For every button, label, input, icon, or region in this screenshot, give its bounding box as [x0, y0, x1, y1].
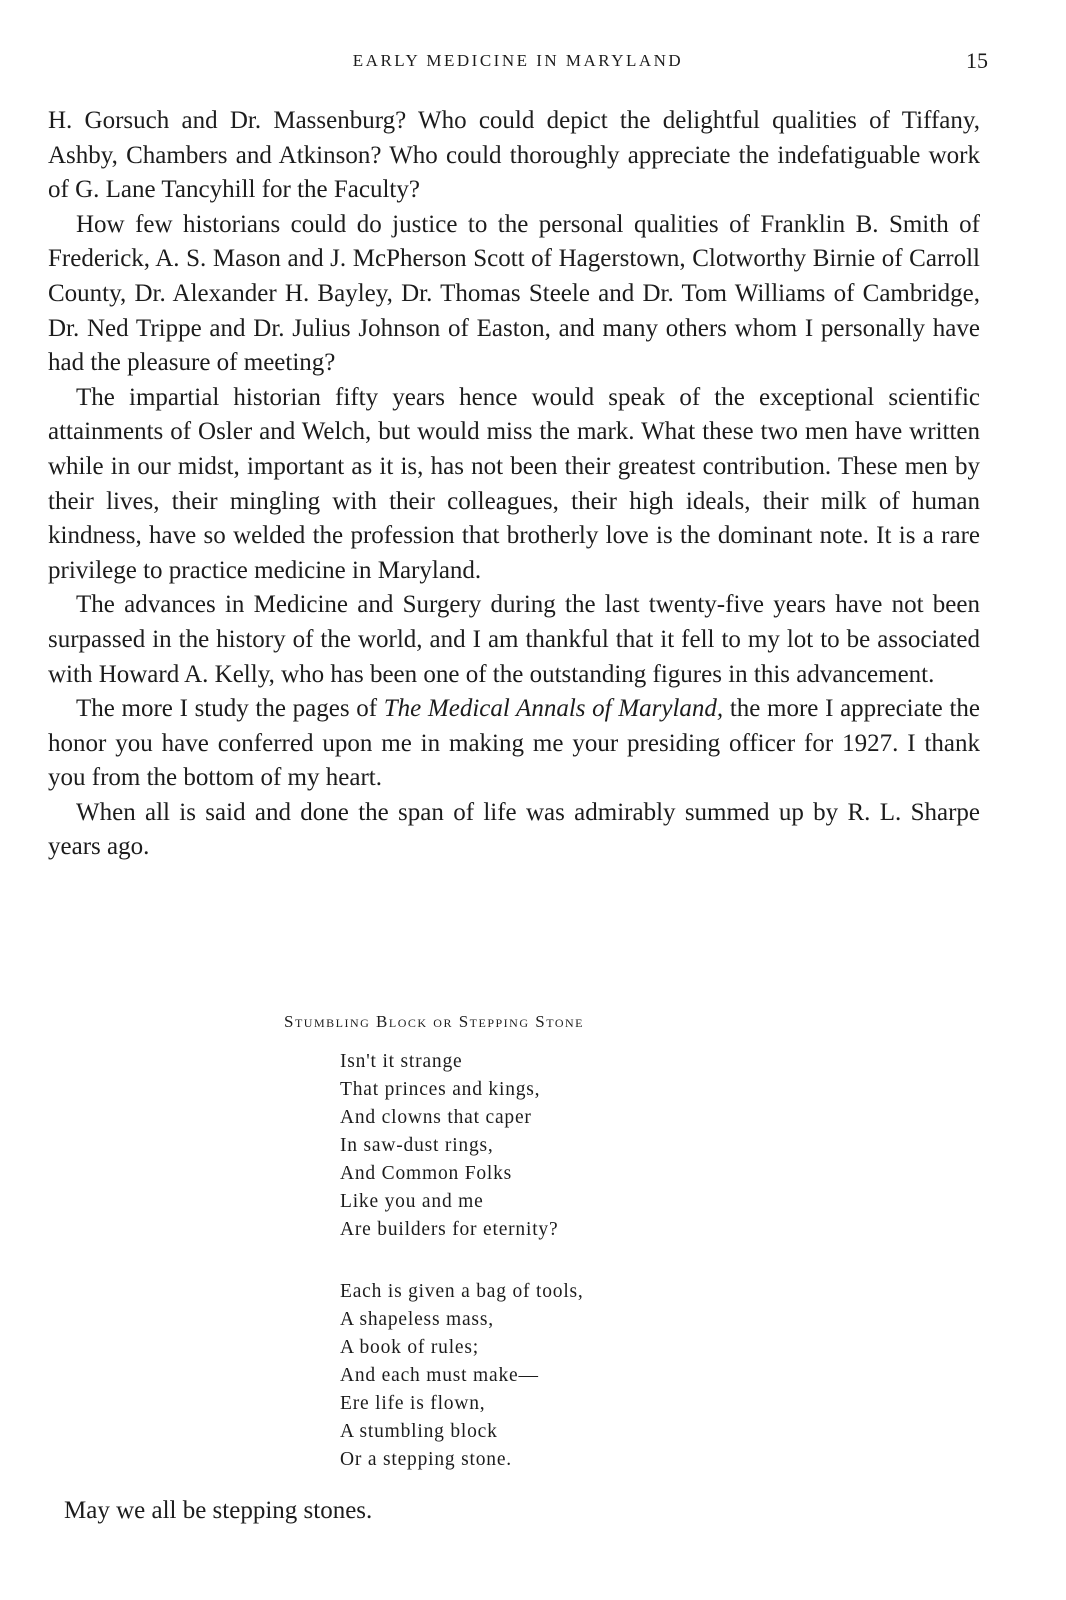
poem-line: Like you and me — [340, 1191, 484, 1212]
poem-stanza-1 — [340, 1048, 558, 1244]
poem-line: Or a stepping stone. — [340, 1449, 512, 1470]
running-title: EARLY MEDICINE IN MARYLAND — [352, 51, 684, 70]
running-header — [48, 48, 988, 74]
annals-text-after: the more I appreciate the honor you have conferred upon me in making me your presiding officer for 1927. I thank you from the bottom of my heart. — [48, 695, 980, 792]
paragraph-medical-annals — [48, 692, 980, 796]
poem-line: A book of rules; — [340, 1337, 479, 1358]
poem-line: That princes and kings, — [340, 1079, 541, 1100]
poem-line: Isn't it strange — [340, 1051, 463, 1072]
poem-line: A shapeless mass, — [340, 1309, 494, 1330]
paragraph-advances: The advances in Medicine and Surgery during the last twenty-five years have not been surpassed in the history of the world, and I am thankful that it fell to my lot to be associated with Howard A. Kelly, who has been one of the outstanding figures in this advancement. — [48, 591, 980, 688]
annals-book-title: The Medical Annals of Maryland, — [383, 695, 724, 723]
paragraph-osler-welch: The impartial historian fifty years hence would speak of the exceptional scientific attainments of Osler and Welch, but would miss the mark. What these two men have written while in our midst, important as it is, has not been their greatest contribution. These men by their lives, their mingling with their colleagues, their high ideals, their milk of human kindness, have so welded the profession that brotherly love is the dominant note. It is a rare privilege to practice medicine in Maryland. — [48, 383, 980, 584]
poem-line: And clowns that caper — [340, 1107, 532, 1128]
body-text — [48, 104, 980, 865]
poem-line: Ere life is flown, — [340, 1393, 486, 1414]
annals-text-before: The more I study the pages of — [76, 695, 384, 723]
paragraph-continued: H. Gorsuch and Dr. Massenburg? Who could depict the delightful qualities of Tiffany, Ashby, Chambers and Atkinson? Who could thoroughly appreciate the indefatiguable work of G. Lane Tancyhill for the Faculty? — [48, 107, 980, 204]
poem-title: Stumbling Block or Stepping Stone — [284, 1012, 584, 1031]
poem-line: In saw-dust rings, — [340, 1135, 494, 1156]
poem-line: Are builders for eternity? — [340, 1219, 559, 1240]
paragraph-historians: How few historians could do justice to the personal qualities of Franklin B. Smith of Frederick, A. S. Mason and J. McPherson Scott of Hagerstown, Clotworthy Birnie of Carroll County, Dr. Alexander H. Bayley, Dr. Thomas Steele and Dr. Tom Williams of Cambridge, Dr. Ned Trippe and Dr. Julius Johnson of Easton, and many others whom I personally have had the pleasure of meeting? — [48, 210, 980, 377]
closing-line: May we all be stepping stones. — [64, 1497, 373, 1524]
poem-stanza-2 — [340, 1278, 584, 1474]
poem-line: And Common Folks — [340, 1163, 513, 1184]
poem-line: A stumbling block — [340, 1421, 498, 1442]
poem-line: Each is given a bag of tools, — [340, 1281, 584, 1302]
paragraph-sharpe: When all is said and done the span of life was admirably summed up by R. L. Sharpe years ago. — [48, 798, 980, 861]
poem-line: And each must make— — [340, 1365, 539, 1386]
page-number: 15 — [966, 48, 988, 73]
